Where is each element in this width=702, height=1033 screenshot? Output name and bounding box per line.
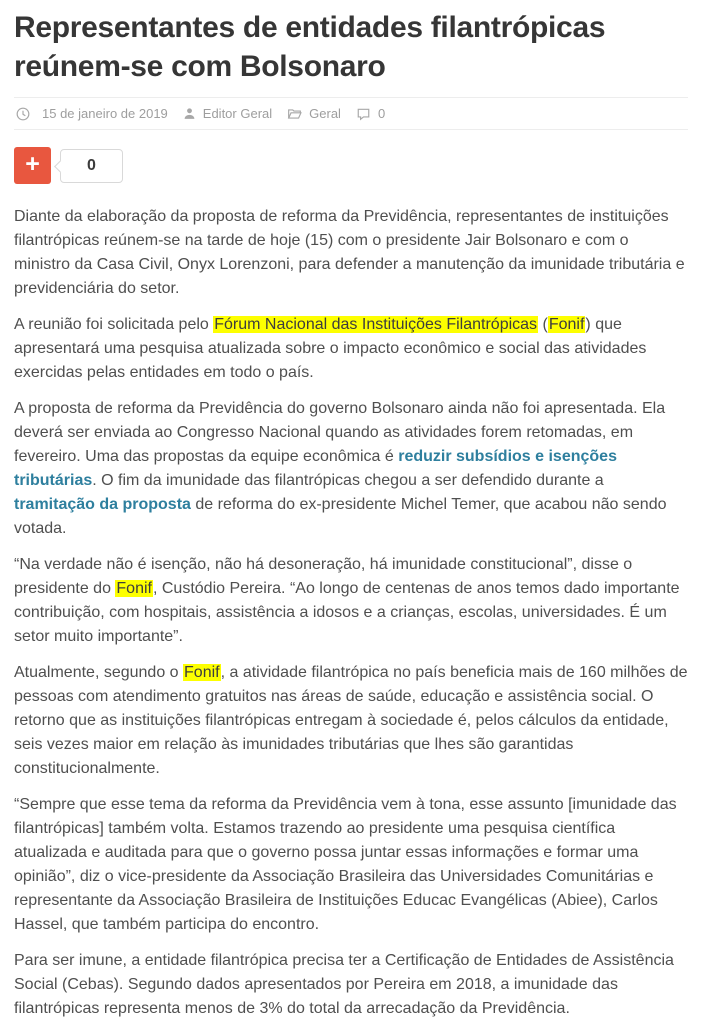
post-author-link[interactable] [183,106,272,121]
user-icon [183,107,196,120]
post-category-link[interactable] [287,106,341,121]
plus-icon: + [25,150,40,178]
inline-link[interactable]: reduzir subsídios e isenções tributárias [14,448,617,489]
highlighted-text: Fonif [548,316,585,333]
paragraph-text: . O fim da imunidade das filantrópicas chegou a ser defendido durante a [92,472,604,489]
post-comments-count: 0 [377,106,386,121]
post-category-label: Geral [309,106,341,121]
highlighted-text: Fórum Nacional das Instituições Filantrópicas [214,316,538,333]
article-paragraph [14,949,688,1021]
article-page [0,8,702,1021]
paragraph-text: ) que apresentará uma pesquisa atualizada sobre o impacto econômico e social das atividades exercidas pelas entidades em todo o país. [14,316,647,381]
article-body [14,205,688,1021]
post-comments-link[interactable] [356,106,385,121]
article-paragraph [14,205,688,301]
article-paragraph [14,397,688,541]
paragraph-text: Atualmente, segundo o [14,664,184,681]
paragraph-text: “Sempre que esse tema da reforma da Previdência vem à tona, esse assunto [imunidade das filantrópicas] também volta. Estamos trazendo ao presidente uma pesquisa científica atualizada e auditada para que o governo possa juntar essas informações e formar uma opinião”, diz o vice-presidente da Associação Brasileira das Universidades Comunitárias e representante da Associação Brasileira de Instituições Educac Evangélicas (Abiee), Carlos Hassel, que também participa do encontro. [14,796,677,933]
article-paragraph [14,553,688,649]
paragraph-text: , Custódio Pereira. “Ao longo de centenas de anos temos dado importante contribuição, com hospitais, assistência a idosos e a crianças, escolas, universidades. É um setor muito importante”. [14,580,680,645]
paragraph-text: A reunião foi solicitada pelo [14,316,214,333]
paragraph-text: de reforma do ex-presidente Michel Temer, que acabou não sendo votada. [14,496,667,537]
share-count-value: 0 [87,156,96,174]
paragraph-text: Para ser imune, a entidade filantrópica precisa ter a Certificação de Entidades de Assistência Social (Cebas). Segundo dados apresentados por Pereira em 2018, a imunidade das filantrópicas representa menos de 3% do total da arrecadação da Previdência. [14,952,674,1017]
highlighted-text: Fonif [184,664,220,681]
share-widget [14,147,688,184]
post-author-label: Editor Geral [202,106,273,121]
page-title: Representantes de entidades filantrópicas reúnem-se com Bolsonaro [14,11,606,83]
article-paragraph [14,793,688,937]
post-meta-bar [14,97,688,130]
paragraph-text: Diante da elaboração da proposta de reforma da Previdência, representantes de instituições filantrópicas reúnem-se na tarde de hoje (15) com o presidente Jair Bolsonaro e com o ministro da Casa Civil, Onyx Lorenzoni, para defender a manutenção da imunidade tributária e previdenciária do setor. [14,208,685,297]
paragraph-text: “Na verdade não é isenção, não há desoneração, há imunidade constitucional”, disse o presidente do [14,556,633,597]
post-date [16,106,168,121]
article-paragraph [14,313,688,385]
post-date-label: 15 de janeiro de 2019 [42,106,168,121]
highlighted-text: Fonif [116,580,152,597]
inline-link[interactable]: tramitação da proposta [14,496,191,513]
comment-bubble-icon [356,107,371,121]
paragraph-text: , a atividade filantrópica no país beneficia mais de 160 milhões de pessoas com atendimento gratuitos nas áreas de saúde, educação e assistência social. O retorno que as instituições filantrópicas entregam à sociedade é, pelos cálculos da entidade, seis vezes maior em relação às imunidades tributárias que lhes são garantidas constitucionalmente. [14,664,688,777]
share-plus-button[interactable] [14,147,51,184]
folder-icon [287,107,302,121]
clock-icon [16,107,30,121]
paragraph-text: A proposta de reforma da Previdência do governo Bolsonaro ainda não foi apresentada. Ela deverá ser enviada ao Congresso Nacional quando as atividades forem retomadas, em fevereiro. Uma das propostas da equipe econômica é [14,400,666,465]
share-count-bubble[interactable] [60,149,123,183]
paragraph-text: ( [538,316,548,333]
article-paragraph [14,661,688,781]
